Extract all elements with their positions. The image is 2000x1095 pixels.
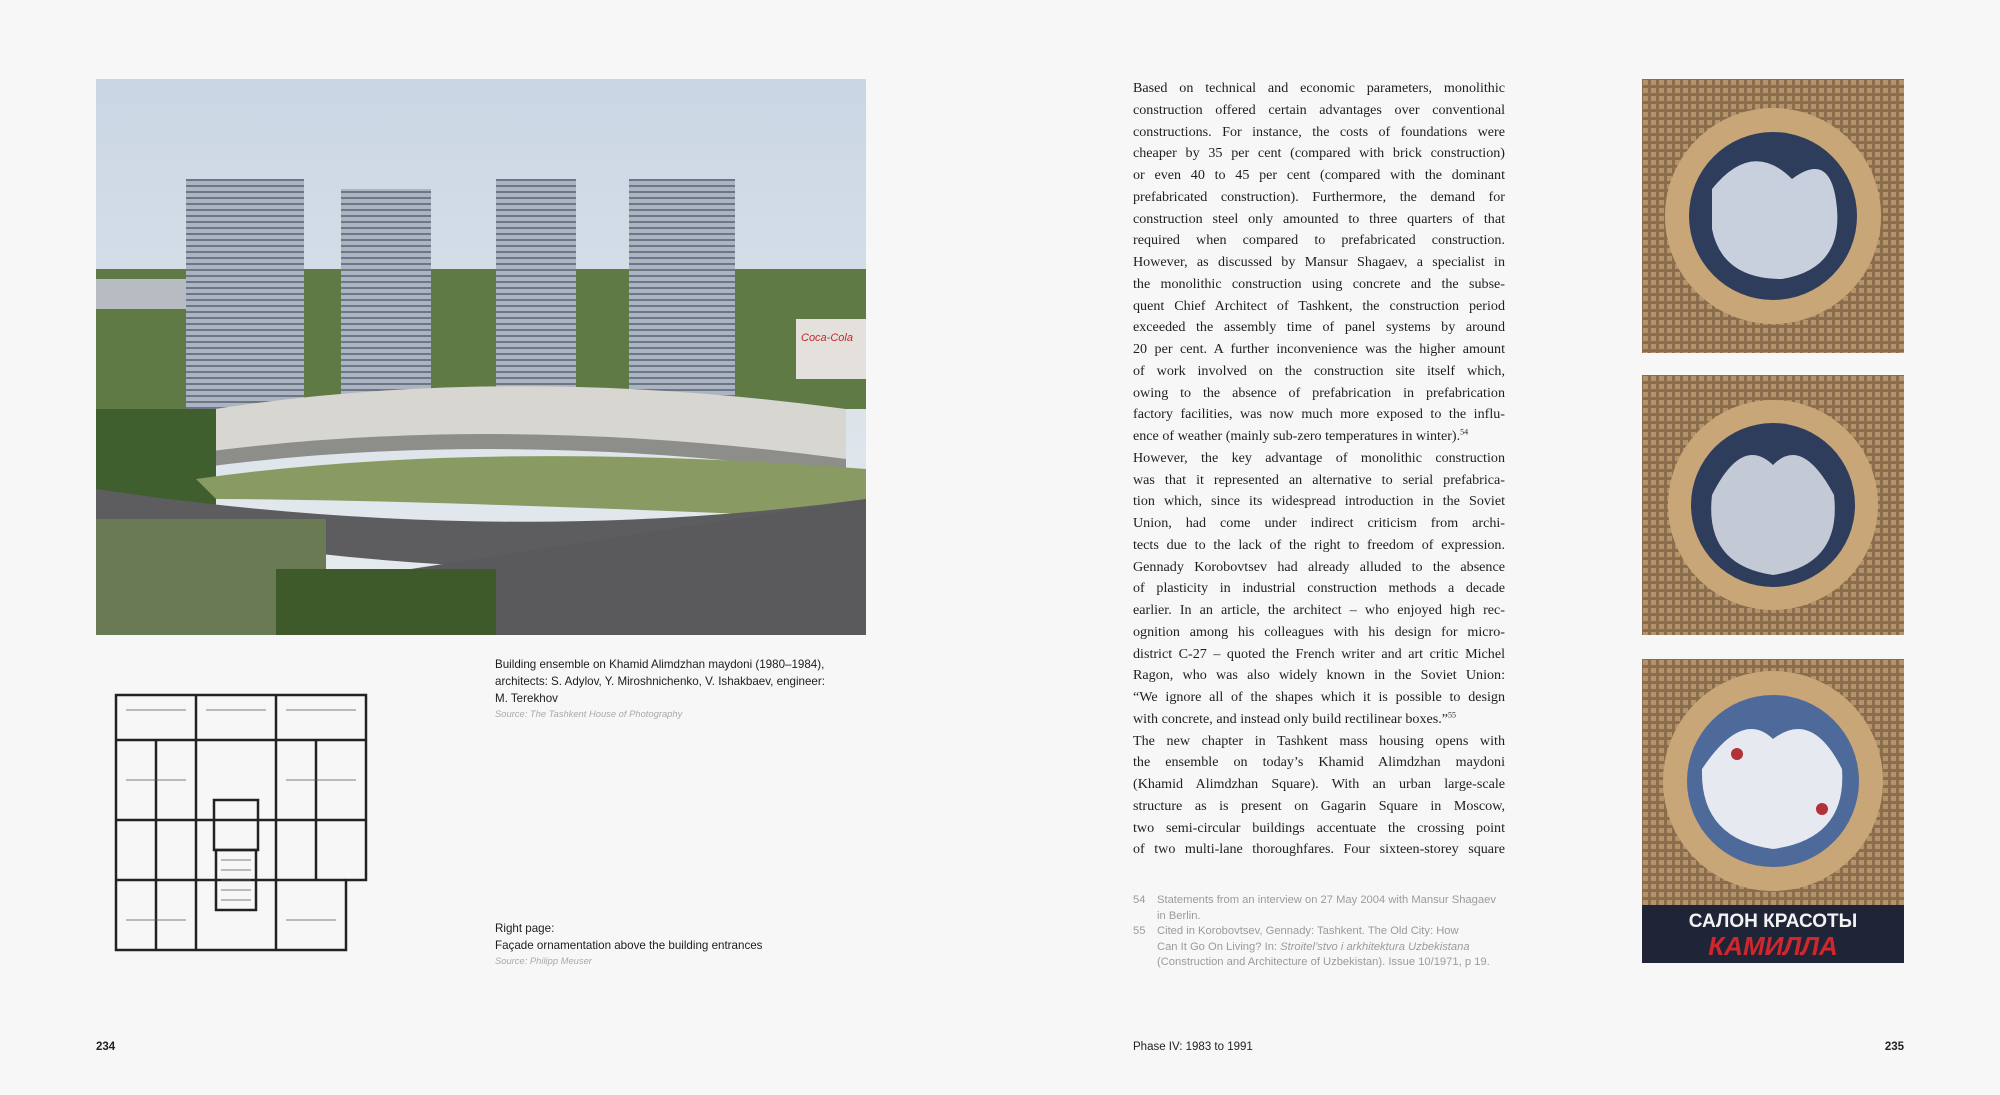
body-line-text: Union, had come under indirect criticism from archi- bbox=[1133, 515, 1505, 531]
kamilla-sign-text: КАМИЛЛА bbox=[1708, 931, 1838, 961]
footnote-line: Cited in Korobovtsev, Gennady: Tashkent. The Old City: How bbox=[1157, 925, 1459, 937]
body-line-text: ognition among his colleagues with his design for micro- bbox=[1133, 623, 1505, 640]
body-line bbox=[1133, 448, 1505, 470]
building-ensemble-photo bbox=[96, 79, 866, 635]
body-line-text: the ensemble on today’s Khamid Alimdzhan maydoni bbox=[1133, 754, 1505, 771]
body-line-text: two semi-circular buildings accentuate the crossing point bbox=[1133, 819, 1505, 836]
body-line-text: Ragon, who was also widely known in the Soviet Union: bbox=[1133, 667, 1505, 684]
footnotes bbox=[1133, 893, 1513, 971]
body-line-text: constructions. For instance, the costs of foundations were bbox=[1133, 123, 1505, 140]
footnote-54 bbox=[1133, 893, 1513, 924]
body-line bbox=[1133, 578, 1505, 600]
body-line bbox=[1133, 752, 1505, 774]
body-line bbox=[1133, 230, 1505, 252]
body-line bbox=[1133, 361, 1505, 383]
body-line-text: factory facilities, was now much more exposed to the influ- bbox=[1133, 406, 1505, 423]
body-line bbox=[1133, 339, 1505, 361]
body-line bbox=[1133, 122, 1505, 144]
body-line-text: “We ignore all of the shapes which it is possible to design bbox=[1133, 689, 1505, 705]
body-line bbox=[1133, 644, 1505, 666]
body-line-text: of two multi-lane thoroughfares. Four sixteen-storey square bbox=[1133, 841, 1505, 858]
ornament-photo-3 bbox=[1642, 659, 1904, 963]
footnote-reference: 55 bbox=[1448, 710, 1457, 720]
caption-line: Building ensemble on Khamid Alimdzhan maydoni (1980–1984), bbox=[495, 658, 825, 671]
body-line-text: The new chapter in Tashkent mass housing opens with bbox=[1133, 732, 1505, 749]
body-line-text: owing to the absence of prefabrication in prefabrication bbox=[1133, 384, 1505, 401]
footnote-number: 55 bbox=[1133, 925, 1146, 937]
body-line-text: Based on technical and economic parameters, monolithic bbox=[1133, 80, 1505, 96]
body-line bbox=[1133, 187, 1505, 209]
running-head: Phase IV: 1983 to 1991 bbox=[1133, 1041, 1253, 1053]
body-line bbox=[1133, 535, 1505, 557]
body-line bbox=[1133, 426, 1505, 448]
body-line bbox=[1133, 600, 1505, 622]
body-line bbox=[1133, 252, 1505, 274]
body-line bbox=[1133, 383, 1505, 405]
footnote-reference: 54 bbox=[1460, 427, 1469, 437]
body-line bbox=[1133, 513, 1505, 535]
footnote-title: Stroitel’stvo i arkhitektura Uzbekistana bbox=[1280, 940, 1470, 953]
body-line bbox=[1133, 796, 1505, 818]
caption-line: Façade ornamentation above the building entrances bbox=[495, 939, 763, 952]
body-line bbox=[1133, 818, 1505, 840]
body-line-text: Gennady Korobovtsev had already alluded to the absence bbox=[1133, 558, 1505, 575]
body-line-text: was that it represented an alternative to serial prefabrica- bbox=[1133, 471, 1505, 488]
body-line bbox=[1133, 731, 1505, 753]
body-line bbox=[1133, 622, 1505, 644]
body-line-text: of plasticity in industrial construction methods a decade bbox=[1133, 580, 1505, 597]
body-line-text: exceeded the assembly time of panel systems by around bbox=[1133, 319, 1505, 336]
salon-sign-text: САЛОН КРАСОТЫ bbox=[1688, 911, 1858, 932]
body-line bbox=[1133, 78, 1505, 100]
body-line-text: 20 per cent. A further inconvenience was the higher amount bbox=[1133, 341, 1505, 357]
body-line bbox=[1133, 404, 1505, 426]
body-line-text: prefabricated construction). Furthermore, the demand for bbox=[1133, 188, 1505, 205]
ornament-photo-1 bbox=[1642, 79, 1904, 353]
page-number-left: 234 bbox=[96, 1041, 116, 1053]
footnote-line bbox=[1157, 940, 1490, 956]
body-line-text: ence of weather (mainly sub-zero temperatures in winter). bbox=[1133, 428, 1461, 444]
photo-caption bbox=[495, 656, 875, 721]
body-line-text: construction steel only amounted to three quarters of that bbox=[1133, 210, 1505, 227]
body-line-text: (Khamid Alimdzhan Square). With an urban large-scale bbox=[1133, 776, 1505, 792]
photo-source: Source: The Tashkent House of Photography bbox=[495, 708, 683, 719]
body-line bbox=[1133, 839, 1505, 861]
body-line bbox=[1133, 470, 1505, 492]
body-line-text: district C-27 – quoted the French writer and art critic Michel bbox=[1133, 645, 1505, 662]
body-line bbox=[1133, 209, 1505, 231]
footnote-number: 54 bbox=[1133, 894, 1146, 906]
body-line-text: structure as is present on Gagarin Square in Moscow, bbox=[1133, 797, 1505, 814]
ornament-photo-2 bbox=[1642, 375, 1904, 635]
body-line-text: the monolithic construction using concrete and the subse- bbox=[1133, 275, 1505, 292]
body-line-text: However, as discussed by Mansur Shagaev, a specialist in bbox=[1133, 254, 1505, 270]
body-line-text: However, the key advantage of monolithic construction bbox=[1133, 449, 1505, 466]
caption-line: architects: S. Adylov, Y. Miroshnichenko, V. Ishakbaev, engineer: bbox=[495, 675, 825, 688]
footnote-text: Can It Go On Living? In: bbox=[1157, 940, 1281, 953]
right-page-caption bbox=[495, 920, 875, 968]
floor-plan-drawing bbox=[96, 680, 380, 964]
body-line-text: required when compared to prefabricated construction. bbox=[1133, 232, 1505, 249]
body-line bbox=[1133, 317, 1505, 339]
body-line-text: cheaper by 35 per cent (compared with brick construction) bbox=[1133, 145, 1505, 162]
body-line-text: construction offered certain advantages over conventional bbox=[1133, 101, 1505, 118]
body-line-text: tects due to the lack of the right to freedom of expression. bbox=[1133, 536, 1505, 553]
page-number-right: 235 bbox=[1884, 1041, 1904, 1053]
body-line-text: or even 40 to 45 per cent (compared with the dominant bbox=[1133, 167, 1505, 183]
coca-cola-sign: Coca-Cola bbox=[801, 332, 853, 344]
caption-line: M. Terekhov bbox=[495, 692, 558, 705]
footnote-55 bbox=[1133, 924, 1513, 971]
caption-line: Right page: bbox=[495, 922, 555, 935]
body-line bbox=[1133, 100, 1505, 122]
body-line bbox=[1133, 274, 1505, 296]
body-line bbox=[1133, 296, 1505, 318]
body-line-text: earlier. In an article, the architect – who enjoyed high rec- bbox=[1133, 602, 1505, 618]
body-line bbox=[1133, 165, 1505, 187]
ornament-source: Source: Philipp Meuser bbox=[495, 955, 592, 966]
footnote-line: Statements from an interview on 27 May 2004 with Mansur Shagaev bbox=[1157, 894, 1496, 906]
body-line bbox=[1133, 665, 1505, 687]
body-line bbox=[1133, 774, 1505, 796]
body-line-text: of work involved on the construction site itself which, bbox=[1133, 362, 1505, 379]
footnote-line: in Berlin. bbox=[1157, 909, 1201, 922]
footnote-line: (Construction and Architecture of Uzbekistan). Issue 10/1971, p 19. bbox=[1157, 956, 1490, 968]
body-line-text: quent Chief Architect of Tashkent, the construction period bbox=[1133, 297, 1505, 314]
body-line-text: with concrete, and instead only build rectilinear boxes.” bbox=[1133, 710, 1449, 727]
body-text bbox=[1133, 78, 1505, 861]
body-line bbox=[1133, 143, 1505, 165]
body-line bbox=[1133, 491, 1505, 513]
body-line bbox=[1133, 687, 1505, 709]
body-line bbox=[1133, 709, 1505, 731]
body-line-text: tion which, since its widespread introduction in the Soviet bbox=[1133, 493, 1505, 510]
body-line bbox=[1133, 557, 1505, 579]
